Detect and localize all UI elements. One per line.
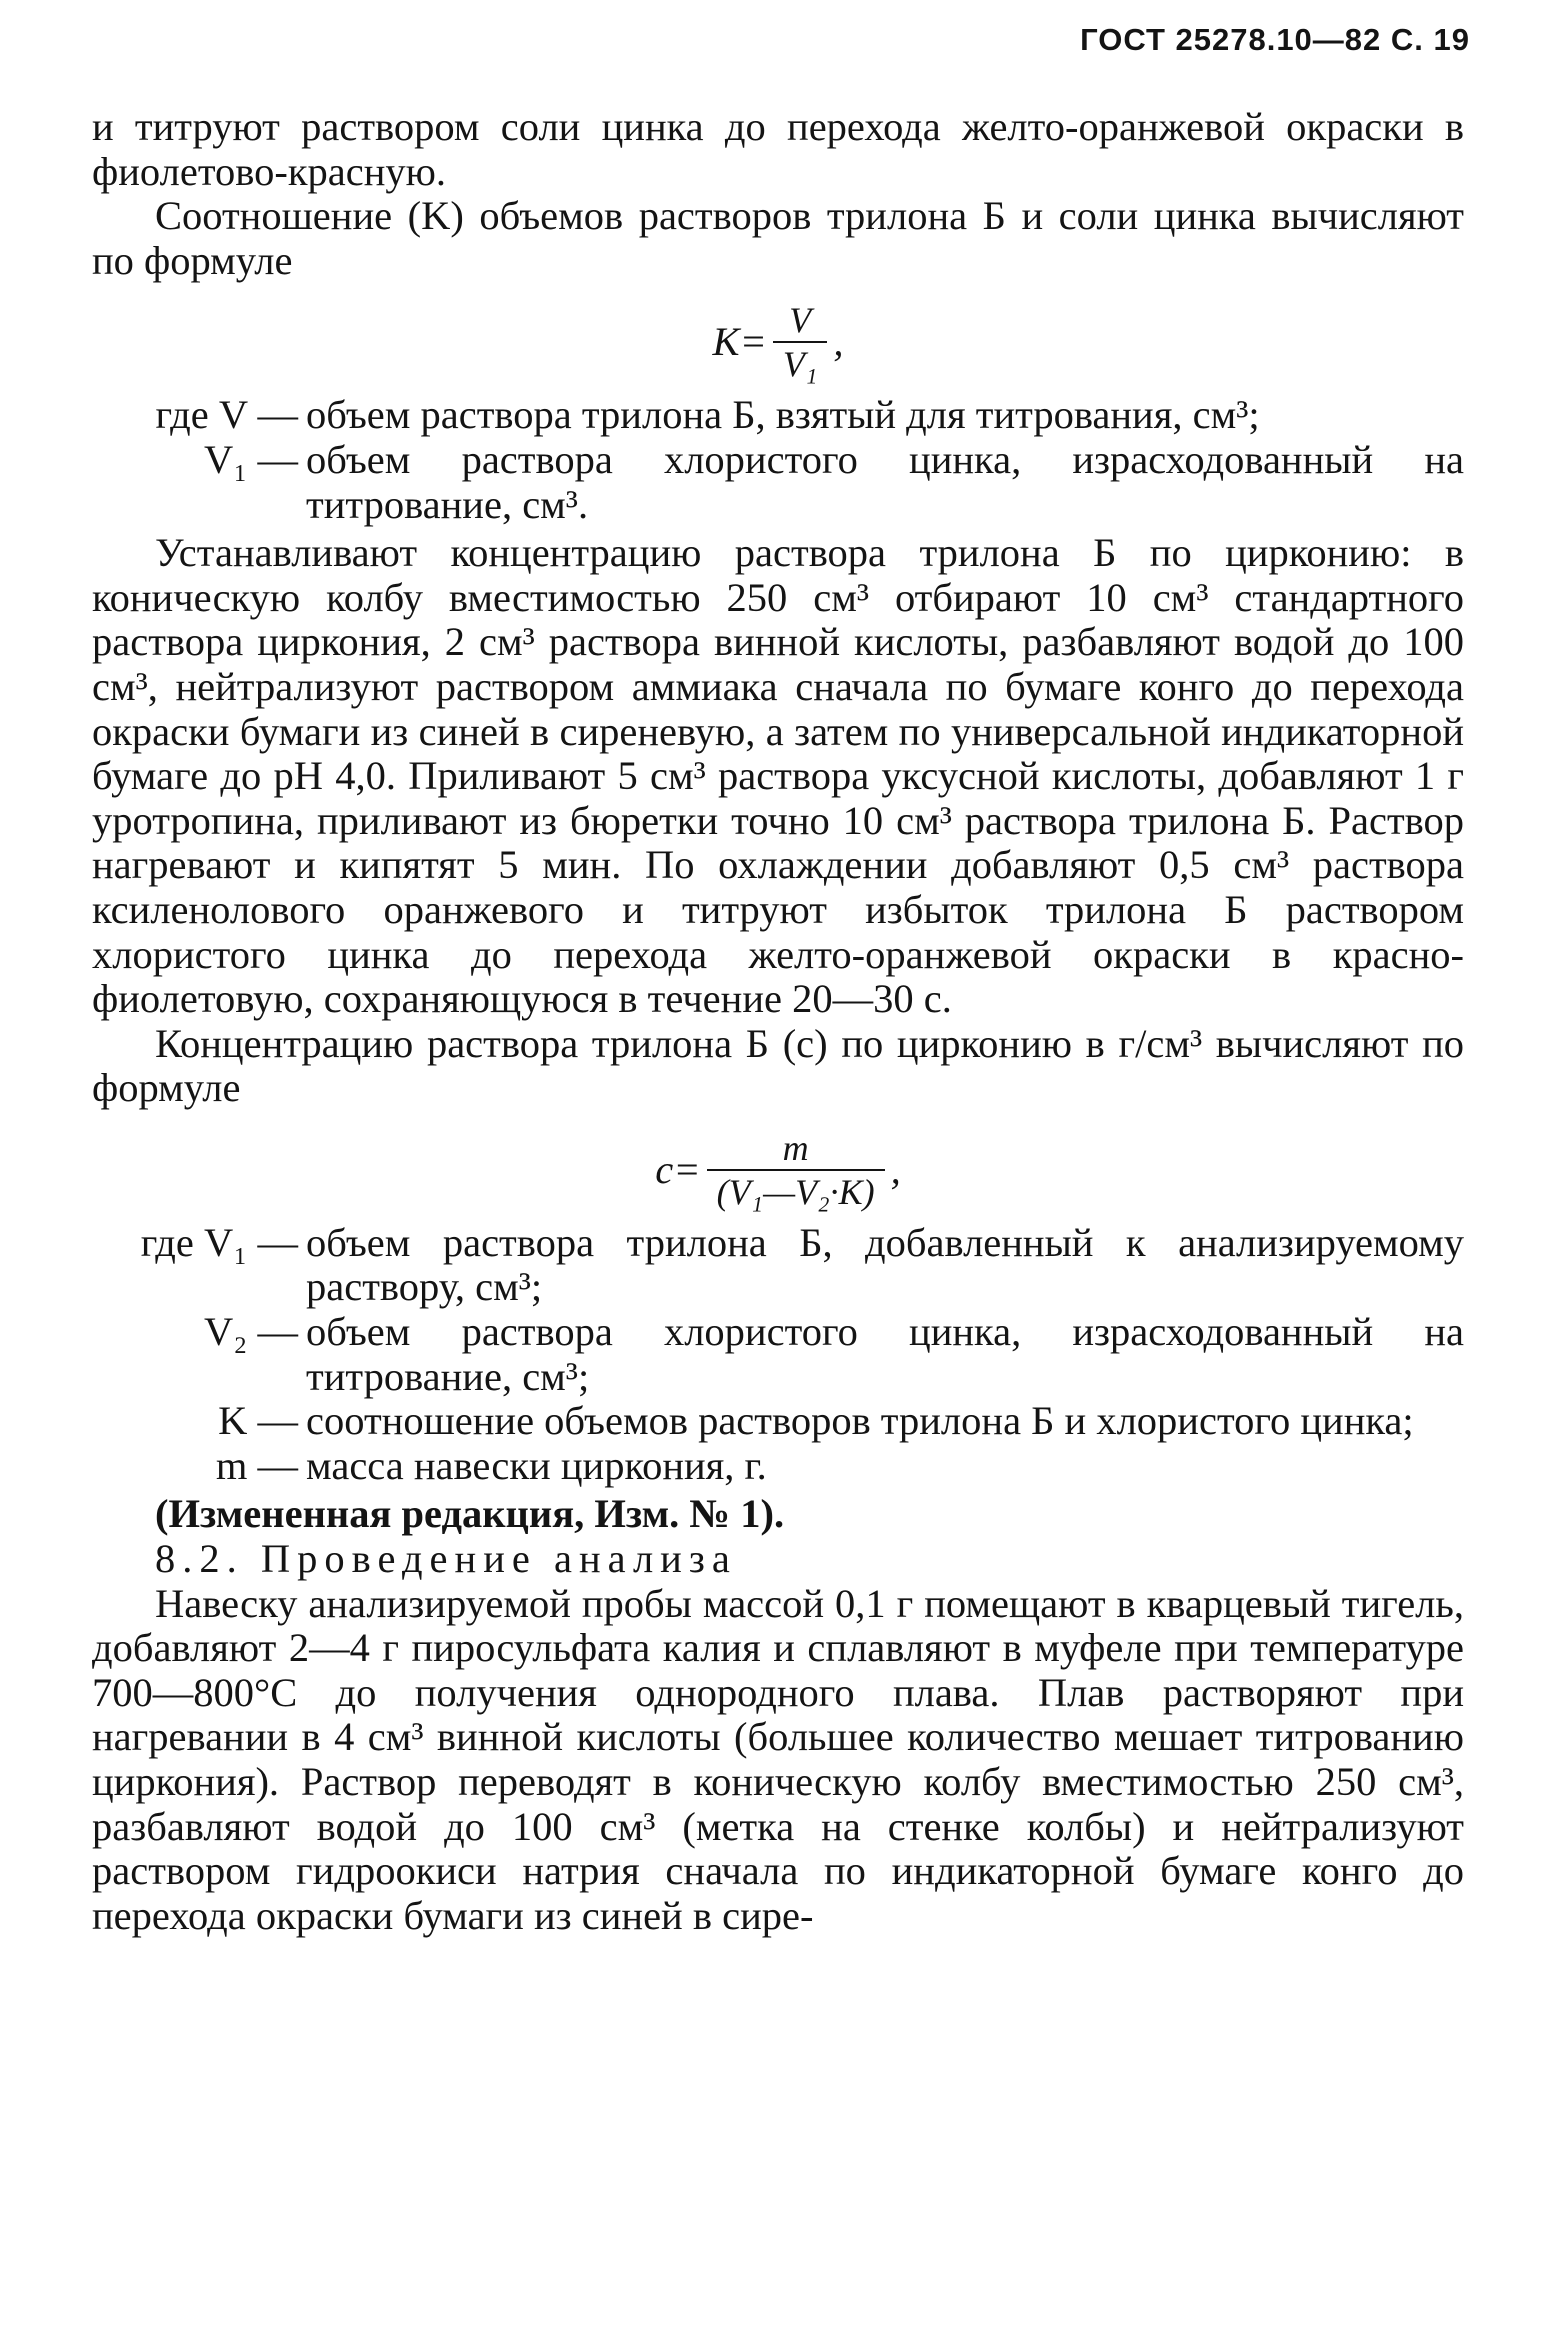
definition-label: где V₁ — [140, 1219, 298, 1265]
definition-label: V₁ — [204, 436, 298, 482]
definition-row [92, 1310, 1464, 1399]
formula-k-numerator: V [789, 300, 812, 341]
formula-k-tail: , [833, 319, 844, 365]
paragraph-3: Устанавливают концентрацию раствора трилона Б по цирконию: в коническую колбу вместимостью 250 см³ отбирают 10 см³ стандартного раствора циркония, 2 см³ раствора винной кислоты, разбавляют водой до 100 см³, нейтрализуют раствором аммиака сначала по бумаге конго до перехода окраски бумаги из синей в сиреневую, а затем по универсальной индикаторной бумаге до рН 4,0. Приливают 5 см³ раствора уксусной кислоты, добавляют 1 г уротропина, приливают из бюретки точно 10 см³ раствора трилона Б. Раствор нагревают и кипятят 5 мин. По охлаждении добавляют 0,5 см³ раствора ксиленолового оранжевого и титруют избыток трилона Б раствором хлористого цинка до перехода желто-оранжевой окраски в красно-фиолетовую, сохраняющуюся в течение 20—30 с. [92, 530, 1464, 1022]
text-column [92, 105, 1464, 1938]
formula-k-lhs: K= [712, 319, 767, 365]
definitions-2 [92, 1221, 1464, 1489]
definition-label: K — [218, 1398, 298, 1444]
formula-c [92, 1127, 1464, 1213]
paragraph-1: и титруют раствором соли цинка до перехода желто-оранжевой окраски в фиолетово-красную. [92, 104, 1464, 194]
definition-text: объем раствора хлористого цинка, израсходованный на титрование, см³; [306, 1309, 1464, 1399]
paragraph-5: Навеску анализируемой пробы массой 0,1 г помещают в кварцевый тигель, добавляют 2—4 г пиросульфата калия и сплавляют в муфеле при температуре 700—800°С до получения однородного плава. Плав растворяют при нагревании в 4 см³ винной кислоты (большее количество мешает титрованию циркония). Раствор переводят в коническую колбу вместимостью 250 см³, разбавляют водой до 100 см³ (метка на стенке колбы) и нейтрализуют раствором гидроокиси натрия сначала по индикаторной бумаге конго до перехода окраски бумаги из синей в сире- [92, 1580, 1464, 1938]
definition-row [92, 438, 1464, 527]
definition-row [92, 1399, 1464, 1444]
paragraph-4: Концентрацию раствора трилона Б (c) по цирконию в г/см³ вычисляют по формуле [92, 1020, 1464, 1111]
definitions-1 [92, 393, 1464, 527]
definition-label: где V — [155, 392, 298, 438]
definition-row [92, 1221, 1464, 1310]
formula-c-numerator: m [782, 1127, 809, 1168]
formula-c-lhs: c= [655, 1146, 701, 1192]
formula-c-tail: , [890, 1146, 901, 1192]
section-heading: 8.2. Проведение анализа [155, 1536, 737, 1582]
definition-text: объем раствора трилона Б, взятый для титрования, см³; [306, 392, 1260, 438]
formula-k [92, 299, 1464, 385]
page-header: ГОСТ 25278.10—82 С. 19 [1080, 22, 1470, 57]
paragraph-2: Соотношение (K) объемов растворов трилона Б и соли цинка вычисляют по формуле [92, 193, 1464, 283]
formula-k-denominator: V₁ [773, 341, 828, 385]
definition-label: V₂ — [204, 1309, 298, 1355]
formula-k-fraction [773, 299, 828, 385]
definition-row [92, 1444, 1464, 1489]
definition-text: соотношение объемов растворов трилона Б и хлористого цинка; [306, 1398, 1414, 1444]
definition-label: m — [215, 1442, 298, 1488]
revision-note: (Измененная редакция, Изм. № 1). [155, 1491, 785, 1537]
definition-text: масса навески циркония, г. [306, 1442, 767, 1488]
definition-text: объем раствора хлористого цинка, израсходованный на титрование, см³. [306, 436, 1464, 527]
formula-c-fraction [707, 1127, 885, 1213]
definition-text: объем раствора трилона Б, добавленный к анализируемому раствору, см³; [306, 1219, 1464, 1310]
formula-c-denominator: (V₁—V₂·K) [707, 1169, 885, 1213]
definition-row [92, 393, 1464, 438]
